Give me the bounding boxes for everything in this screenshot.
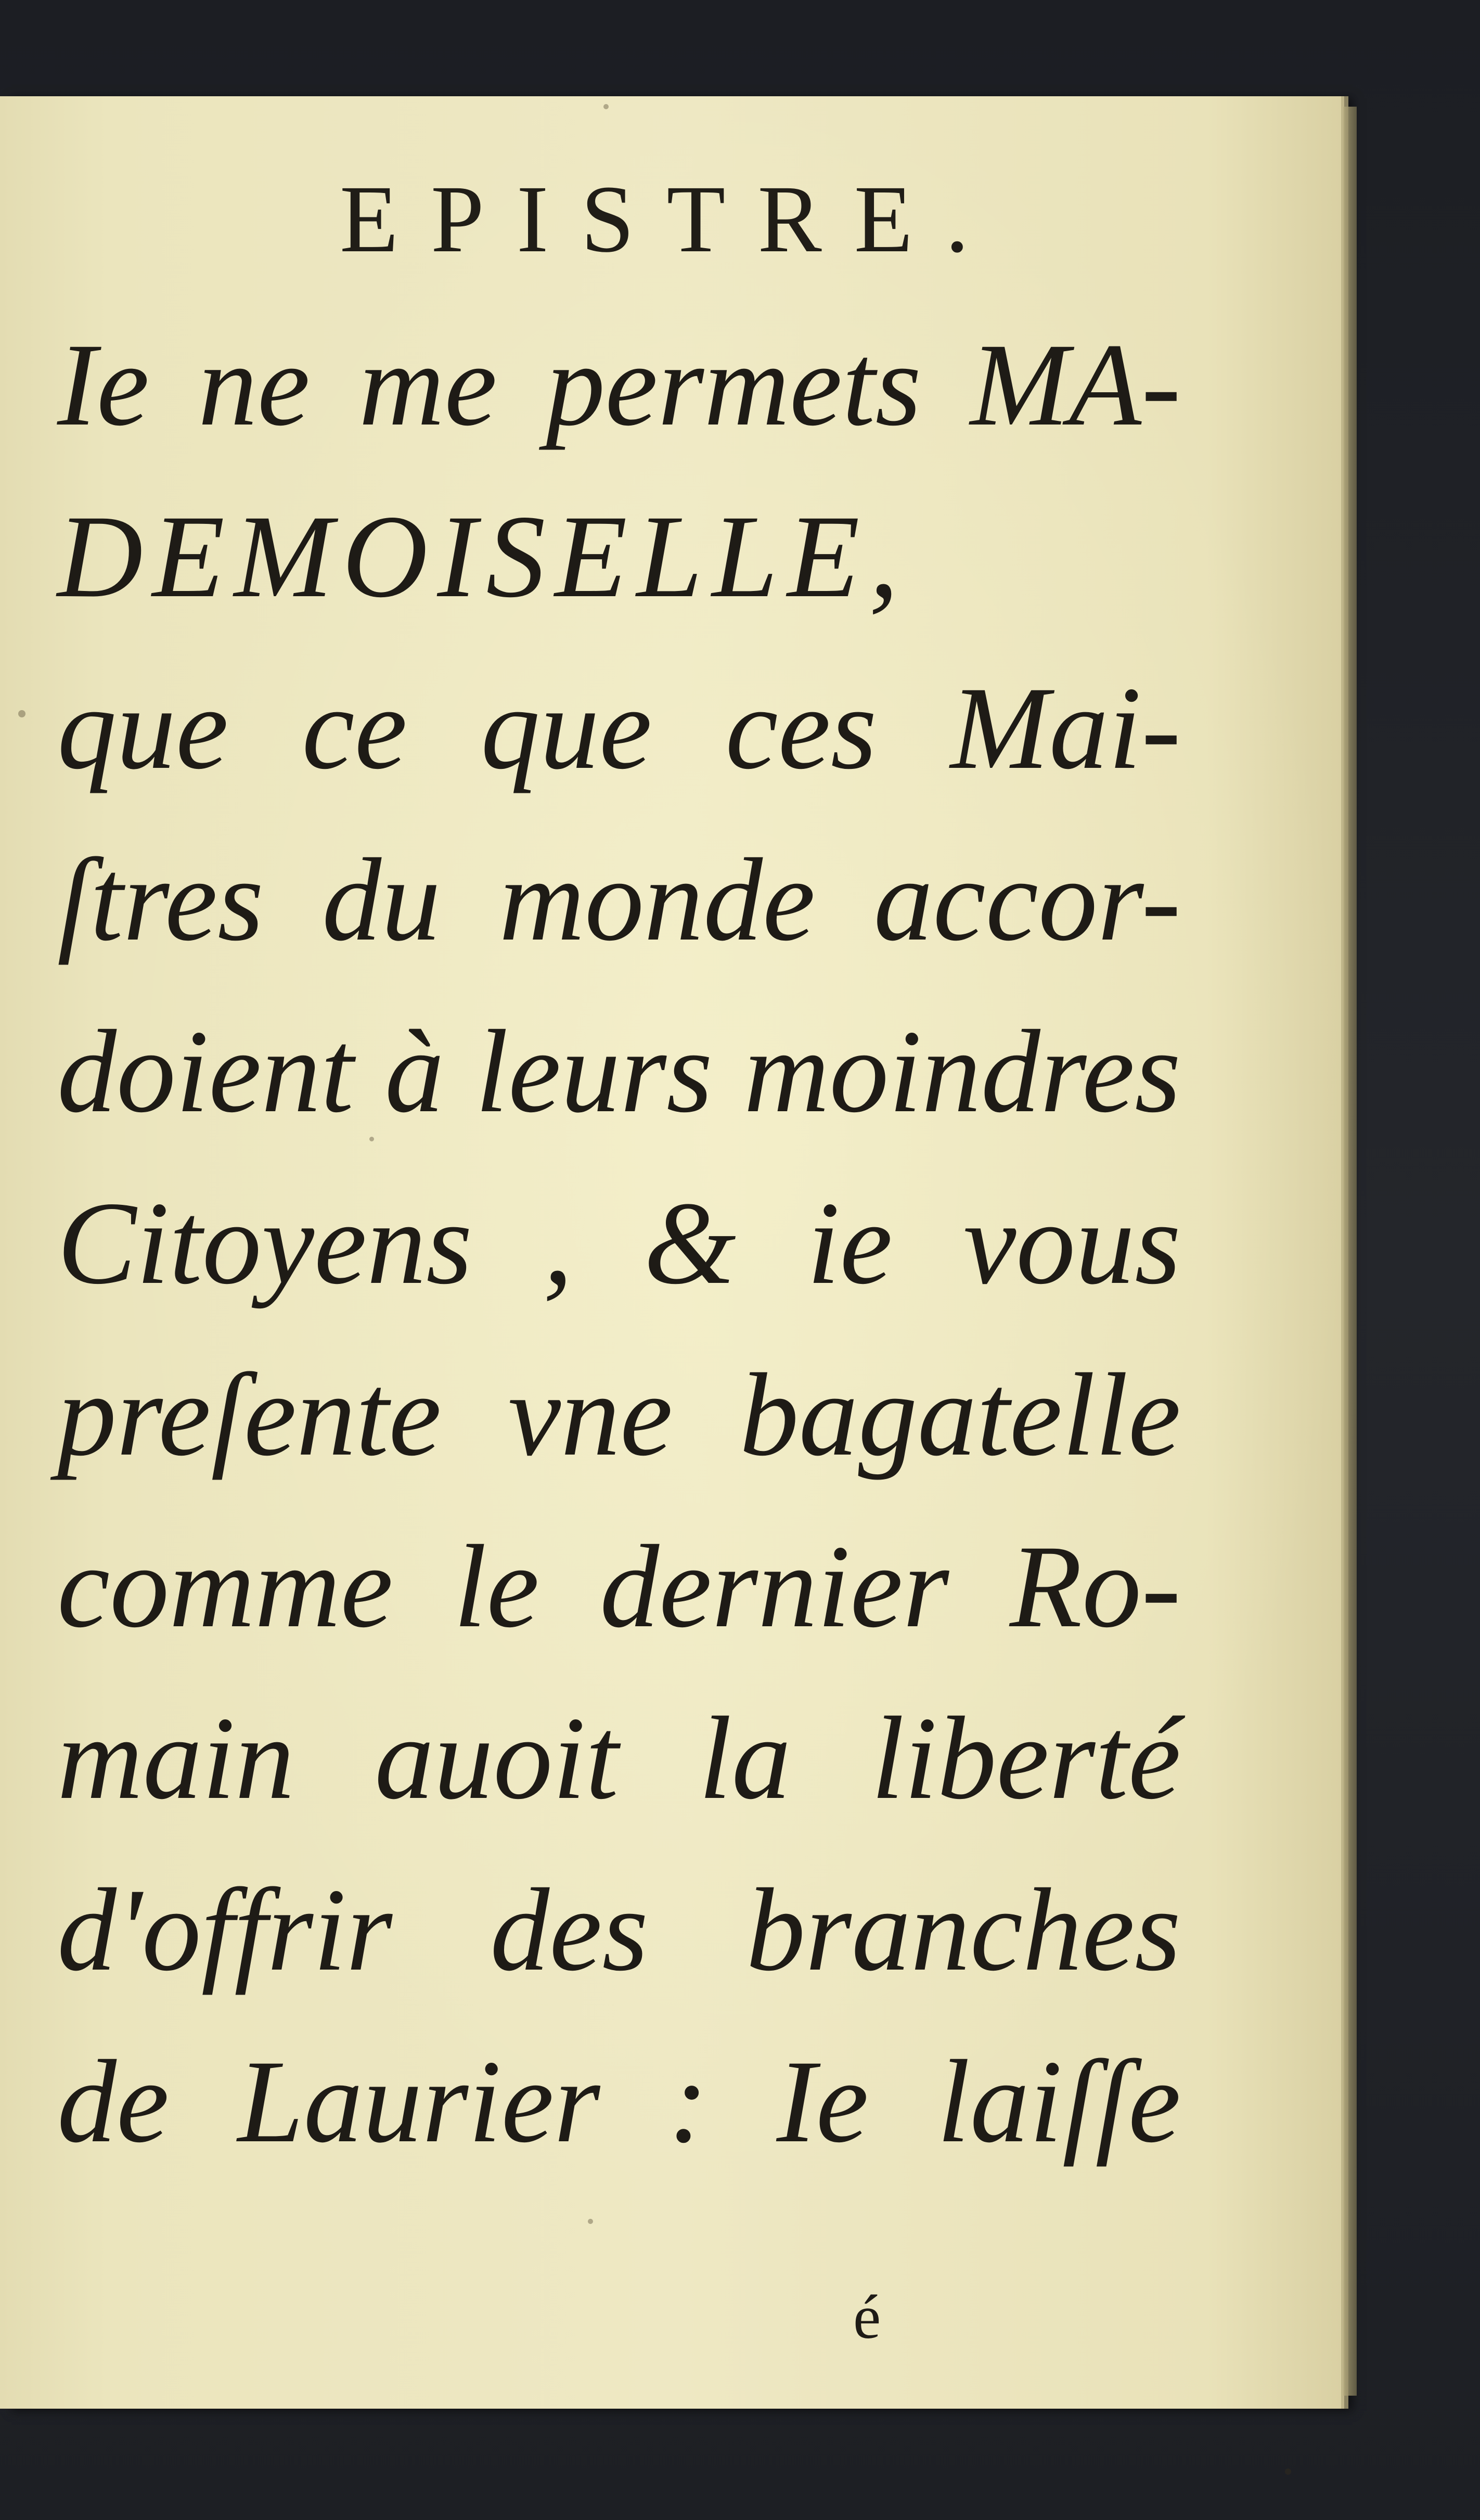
text-line: comme le dernier Ro- bbox=[57, 1521, 1181, 1652]
paper-speck bbox=[18, 710, 25, 717]
paper-speck bbox=[369, 1137, 374, 1141]
body-text bbox=[57, 299, 1181, 2188]
text-line: Citoyens , & ie vous bbox=[57, 1178, 1181, 1309]
text-line: ſtres du monde accor- bbox=[57, 834, 1181, 966]
signature-mark: é bbox=[853, 2282, 881, 2351]
paper-page bbox=[0, 96, 1341, 2409]
text-line: main auoit la liberté bbox=[57, 1693, 1181, 1824]
text-line: doient à leurs moindres bbox=[57, 1006, 1181, 1137]
page-header: EPISTRE. bbox=[339, 166, 1002, 273]
text-line: DEMOISELLE, bbox=[57, 491, 908, 622]
page-edge bbox=[1343, 107, 1357, 2396]
text-line: que ce que ces Mai- bbox=[57, 663, 1181, 794]
paper-speck bbox=[1285, 2468, 1291, 2475]
text-line: Ie ne me permets MA- bbox=[57, 319, 1181, 451]
paper-speck bbox=[603, 104, 609, 109]
text-line: d'offrir des branches bbox=[57, 1865, 1181, 1996]
text-line: de Laurier : Ie laiſſe bbox=[57, 2036, 1181, 2167]
paper-speck bbox=[588, 2219, 593, 2224]
text-line: preſente vne bagatelle bbox=[57, 1349, 1181, 1481]
